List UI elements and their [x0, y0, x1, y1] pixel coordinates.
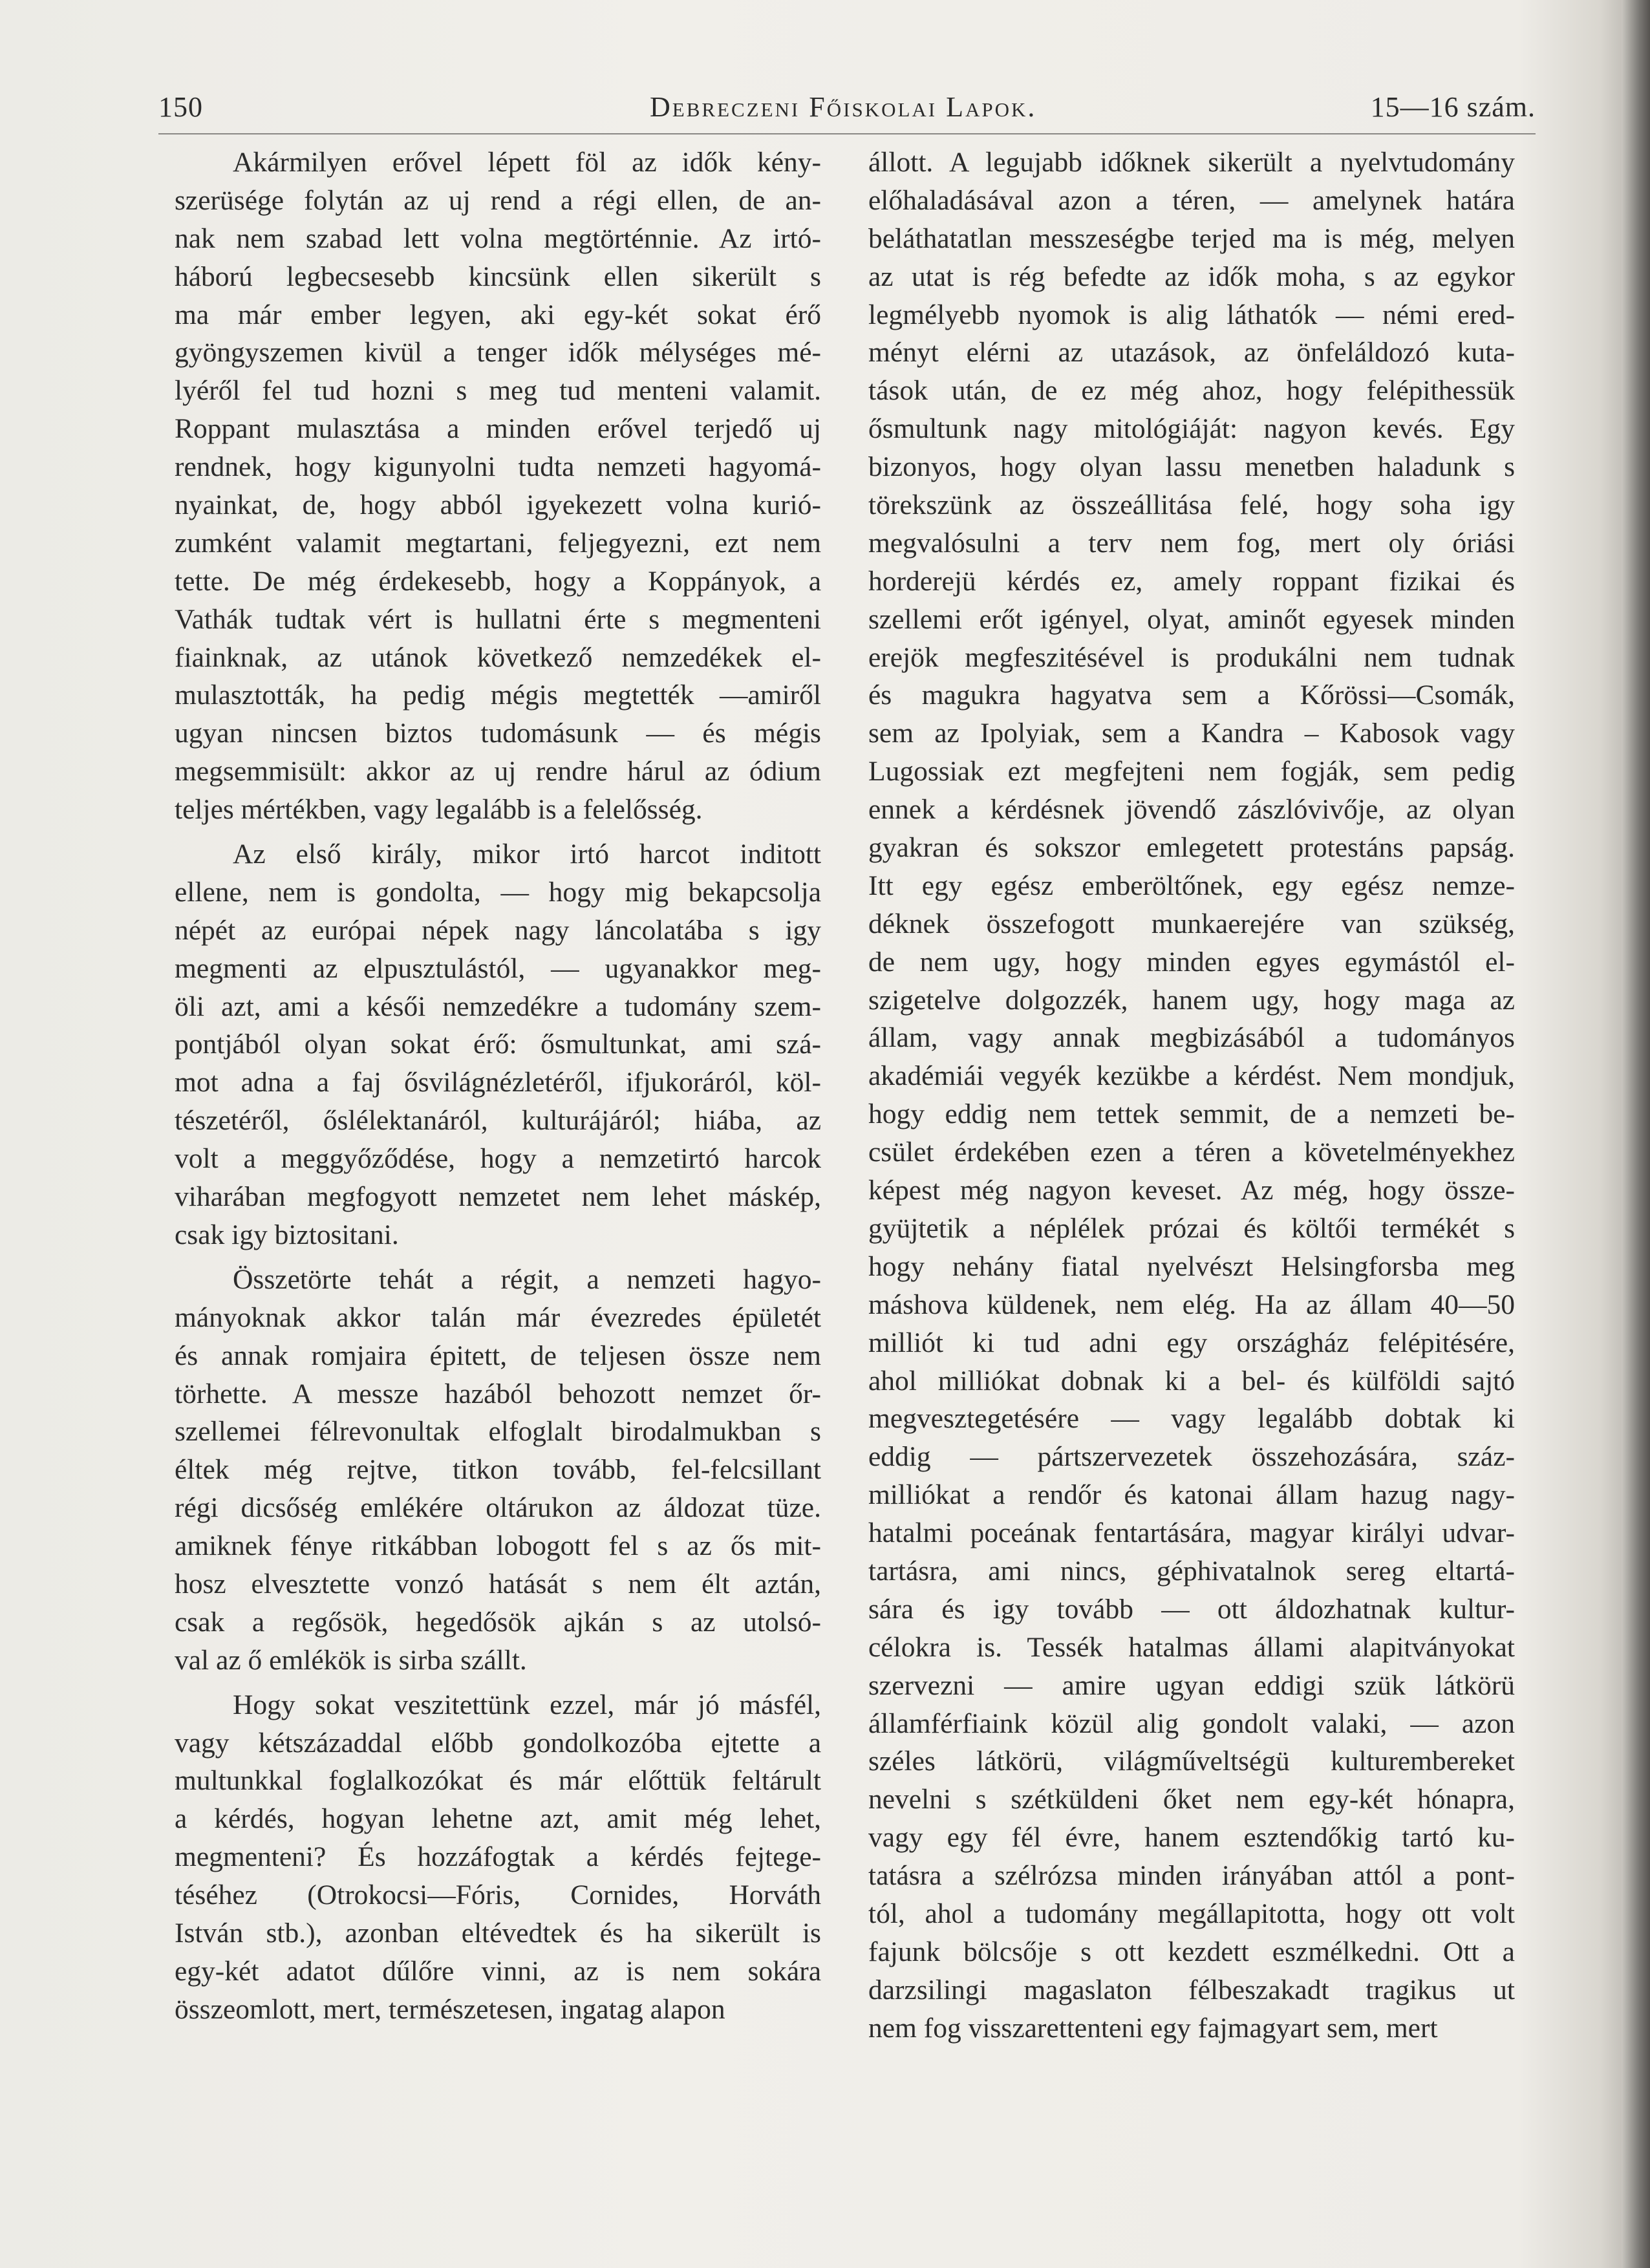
text-line: horderejü kérdés ez, amely roppant fizikai és	[868, 565, 1515, 597]
text-line: megmenti az elpusztulástól, — ugyanakkor meg-	[175, 952, 821, 984]
text-line: megsemmisült: akkor az uj rendre hárul az ódium	[175, 756, 821, 787]
text-line: viharában megfogyott nemzetet nem lehet máskép,	[175, 1181, 821, 1213]
text-line: vagy kétszázaddal előbb gondolkozóba ejtette a	[175, 1727, 821, 1759]
text-line: hogy eddig nem tettek semmit, de a nemzeti be-	[868, 1098, 1515, 1130]
text-line: akadémiái vegyék kezükbe a kérdést. Nem mondjuk,	[868, 1060, 1515, 1092]
text-line: vagy egy fél évre, hanem esztendőkig tartó ku-	[868, 1822, 1515, 1854]
text-line: szellemi erőt igényel, olyat, aminőt egyesek minden	[868, 603, 1515, 635]
text-line: megvesztegetésére — vagy legalább dobtak ki	[868, 1403, 1515, 1435]
text-line: Lugossiak ezt megfejteni nem fogják, sem pedig	[868, 756, 1515, 787]
text-line: állam, vagy annak megbizásából a tudományos	[868, 1022, 1515, 1054]
text-line: teljes mértékben, vagy legalább is a felelősség.	[175, 794, 703, 826]
page-number: 150	[158, 91, 203, 123]
text-line: mulasztották, ha pedig mégis megtették —amiről	[175, 679, 821, 711]
text-line: képest még nagyon keveset. Az még, hogy össze-	[868, 1175, 1515, 1206]
text-line: déknek összefogott munkaerejére van szükség,	[868, 908, 1515, 939]
running-header	[158, 91, 1536, 129]
text-line: multunkkal foglalkozókat és már előttük feltárult	[175, 1765, 821, 1797]
text-line: szellemei félrevonultak elfoglalt birodalmukban s	[175, 1416, 821, 1448]
text-line: nem fog visszarettenteni egy fajmagyart sem, mert	[868, 2012, 1438, 2044]
text-line: gyüjtetik a néplélek prózai és költői termékét s	[868, 1212, 1515, 1244]
text-line: megmenteni? És hozzáfogtak a kérdés fejtege-	[175, 1841, 821, 1873]
text-line: összeomlott, mert, természetesen, ingatag alapon	[175, 1993, 725, 2025]
paragraph-gap	[175, 829, 821, 835]
text-line: törhette. A messze hazából behozott nemzet őr-	[175, 1378, 821, 1409]
text-line: előhaladásával azon a téren, — amelynek határa	[868, 184, 1515, 216]
text-line: hogy nehány fiatal nyelvészt Helsingforsba meg	[868, 1250, 1515, 1282]
text-line: István stb.), azonban eltévedtek és ha sikerült is	[175, 1917, 821, 1949]
text-line: államférfiaink közül alig gondolt valaki, — azon	[868, 1707, 1515, 1739]
text-line: de nem ugy, hogy minden egyes egymástól el-	[868, 946, 1515, 978]
text-line: szervezni — amire ugyan eddigi szük látkörü	[868, 1669, 1515, 1701]
text-line: egy-két adatot dűlőre vinni, az is nem sokára	[175, 1955, 821, 1987]
text-line: erejök megfeszitésével is produkálni nem tudnak	[868, 641, 1515, 673]
text-line: szigetelve dolgozzék, hanem ugy, hogy maga az	[868, 984, 1515, 1016]
text-line: szerüsége folytán az uj rend a régi ellen, de an-	[175, 184, 821, 216]
text-line: tatásra a szélrózsa minden irányában attól a pont-	[868, 1860, 1515, 1892]
text-line: bizonyos, hogy olyan lassu menetben haladunk s	[868, 451, 1515, 483]
text-line: ősmultunk nagy mitológiáját: nagyon kevés. Egy	[868, 413, 1515, 445]
text-line: sára és igy tovább — ott áldozhatnak kultur-	[868, 1593, 1515, 1625]
text-line: népét az európai népek nagy láncolatába s igy	[175, 914, 821, 946]
text-line: Összetörte tehát a régit, a nemzeti hagyo-	[233, 1263, 821, 1295]
header-rule	[158, 133, 1536, 134]
text-line: eddig — pártszervezetek összehozására, száz-	[868, 1441, 1515, 1473]
text-line: tette. De még érdekesebb, hogy a Koppányok, a	[175, 565, 821, 597]
text-line: Az első király, mikor irtó harcot inditott	[233, 839, 821, 870]
text-line: nak nem szabad lett volna megtörténnie. Az irtó-	[175, 222, 821, 254]
text-line: milliókat a rendőr és katonai állam hazug nagy-	[868, 1479, 1515, 1511]
text-line: tészetéről, őslélektanáról, kulturájáról; hiába, az	[175, 1105, 821, 1137]
text-line: máshova küldenek, nem elég. Ha az állam 40—50	[868, 1289, 1515, 1320]
text-line: csak a regősök, hegedősök ajkán s az utolsó-	[175, 1606, 821, 1638]
paragraph-gap	[175, 1680, 821, 1686]
text-line: ményt elérni az utazások, az önfeláldozó kuta-	[868, 337, 1515, 369]
right-column	[868, 144, 1515, 2048]
text-line: fajunk bölcsője s ott kezdett eszmélkedni. Ott a	[868, 1936, 1515, 1967]
text-line: tások után, de ez még ahoz, hogy felépithessük	[868, 375, 1515, 407]
text-line: nevelni s szétküldeni őket nem egy-két hónapra,	[868, 1784, 1515, 1815]
text-line: a kérdés, hogyan lehetne azt, amit még lehet,	[175, 1803, 821, 1835]
text-line: fiainknak, az utánok következő nemzedékek el-	[175, 641, 821, 673]
text-line: állott. A legujabb időknek sikerült a nyelvtudomány	[868, 147, 1515, 178]
text-line: ellene, nem is gondolta, — hogy mig bekapcsolja	[175, 876, 821, 908]
text-line: széles látkörü, világműveltségü kulturembereket	[868, 1746, 1515, 1777]
text-line: gyakran és sokszor emlegetett protestáns papság.	[868, 832, 1515, 864]
text-line: célokra is. Tessék hatalmas állami alapitványokat	[868, 1631, 1515, 1663]
text-line: ahol milliókat dobnak ki a bel- és külföldi sajtó	[868, 1365, 1515, 1396]
text-line: törekszünk az összeállitása felé, hogy soha igy	[868, 489, 1515, 521]
text-line: ugyan nincsen biztos tudomásunk — és mégis	[175, 718, 821, 749]
text-line: val az ő emlékök is sirba szállt.	[175, 1644, 527, 1676]
journal-title: Debreczeni Főiskolai Lapok.	[650, 91, 1037, 123]
text-line: háború legbecsesebb kincsünk ellen sikerült s	[175, 261, 821, 292]
text-line: pontjából olyan sokat érő: ősmultunkat, ami szá-	[175, 1029, 821, 1060]
text-line: ennek a kérdésnek jövendő zászlóvivője, az olyan	[868, 794, 1515, 826]
text-line: tartásra, ami nincs, géphivatalnok sereg eltartá-	[868, 1555, 1515, 1587]
text-line: ma már ember legyen, aki egy-két sokat érő	[175, 299, 821, 330]
text-line: megvalósulni a terv nem fog, mert oly óriási	[868, 527, 1515, 559]
issue-number: 15—16 szám.	[1370, 91, 1536, 123]
text-line: volt a meggyőződése, hogy a nemzetirtó harcok	[175, 1143, 821, 1175]
text-line: csület érdekében ezen a téren a követelményekhez	[868, 1137, 1515, 1168]
text-line: nyainkat, de, hogy abból igyekezett volna kurió-	[175, 489, 821, 521]
text-line: mot adna a faj ősvilágnézletéről, ifjukoráról, köl-	[175, 1067, 821, 1098]
paragraph-gap	[175, 1254, 821, 1261]
text-line: darzsilingi magaslaton félbeszakadt tragikus ut	[868, 1974, 1515, 2006]
text-line: öli azt, ami a késői nemzedékre a tudomány szem-	[175, 990, 821, 1022]
text-line: mányoknak akkor talán már évezredes épületét	[175, 1301, 821, 1333]
text-line: éltek még rejtve, titkon tovább, fel-felcsillant	[175, 1454, 821, 1486]
text-line: Vathák tudtak vért is hullatni érte s megmenteni	[175, 603, 821, 635]
text-line: hatalmi poceának fentartására, magyar királyi udvar-	[868, 1517, 1515, 1549]
text-line: legmélyebb nyomok is alig láthatók — némi ered-	[868, 299, 1515, 330]
text-line: milliót ki tud adni egy országház felépitésére,	[868, 1327, 1515, 1358]
text-line: Akármilyen erővel lépett föl az idők kény-	[233, 147, 821, 178]
left-column	[175, 144, 821, 2029]
text-line: amiknek fénye ritkábban lobogott fel s az ős mit-	[175, 1530, 821, 1562]
text-line: tól, ahol a tudomány megállapitotta, hogy ott volt	[868, 1898, 1515, 1929]
text-line: gyöngyszemen kivül a tenger idők mélységes mé-	[175, 337, 821, 369]
text-line: Hogy sokat veszitettünk ezzel, már jó másfél,	[233, 1689, 821, 1720]
text-line: hosz elvesztette vonzó hatását s nem élt aztán,	[175, 1568, 821, 1599]
text-line: az utat is rég befedte az idők moha, s az egykor	[868, 261, 1515, 292]
text-line: csak igy biztositani.	[175, 1219, 399, 1250]
text-line: rendnek, hogy kigunyolni tudta nemzeti hagyomá-	[175, 451, 821, 483]
text-line: és annak romjaira épitett, de teljesen össze nem	[175, 1340, 821, 1371]
text-line: Itt egy egész emberöltőnek, egy egész nemze-	[868, 870, 1515, 901]
text-line: zumként valamit megtartani, feljegyezni, ezt nem	[175, 527, 821, 559]
text-line: lyéről fel tud hozni s meg tud menteni valamit.	[175, 375, 821, 407]
text-line: Roppant mulasztása a minden erővel terjedő uj	[175, 413, 821, 445]
page-edge-shadow	[1622, 0, 1650, 2268]
text-line: sem az Ipolyiak, sem a Kandra – Kabosok vagy	[868, 718, 1515, 749]
text-line: és magukra hagyatva sem a Kőrössi—Csomák,	[868, 679, 1515, 711]
text-line: régi dicsőség emlékére oltárukon az áldozat tüze.	[175, 1492, 821, 1524]
text-line: téséhez (Otrokocsi—Fóris, Cornides, Horváth	[175, 1879, 821, 1911]
text-line: beláthatatlan messzeségbe terjed ma is még, melyen	[868, 222, 1515, 254]
